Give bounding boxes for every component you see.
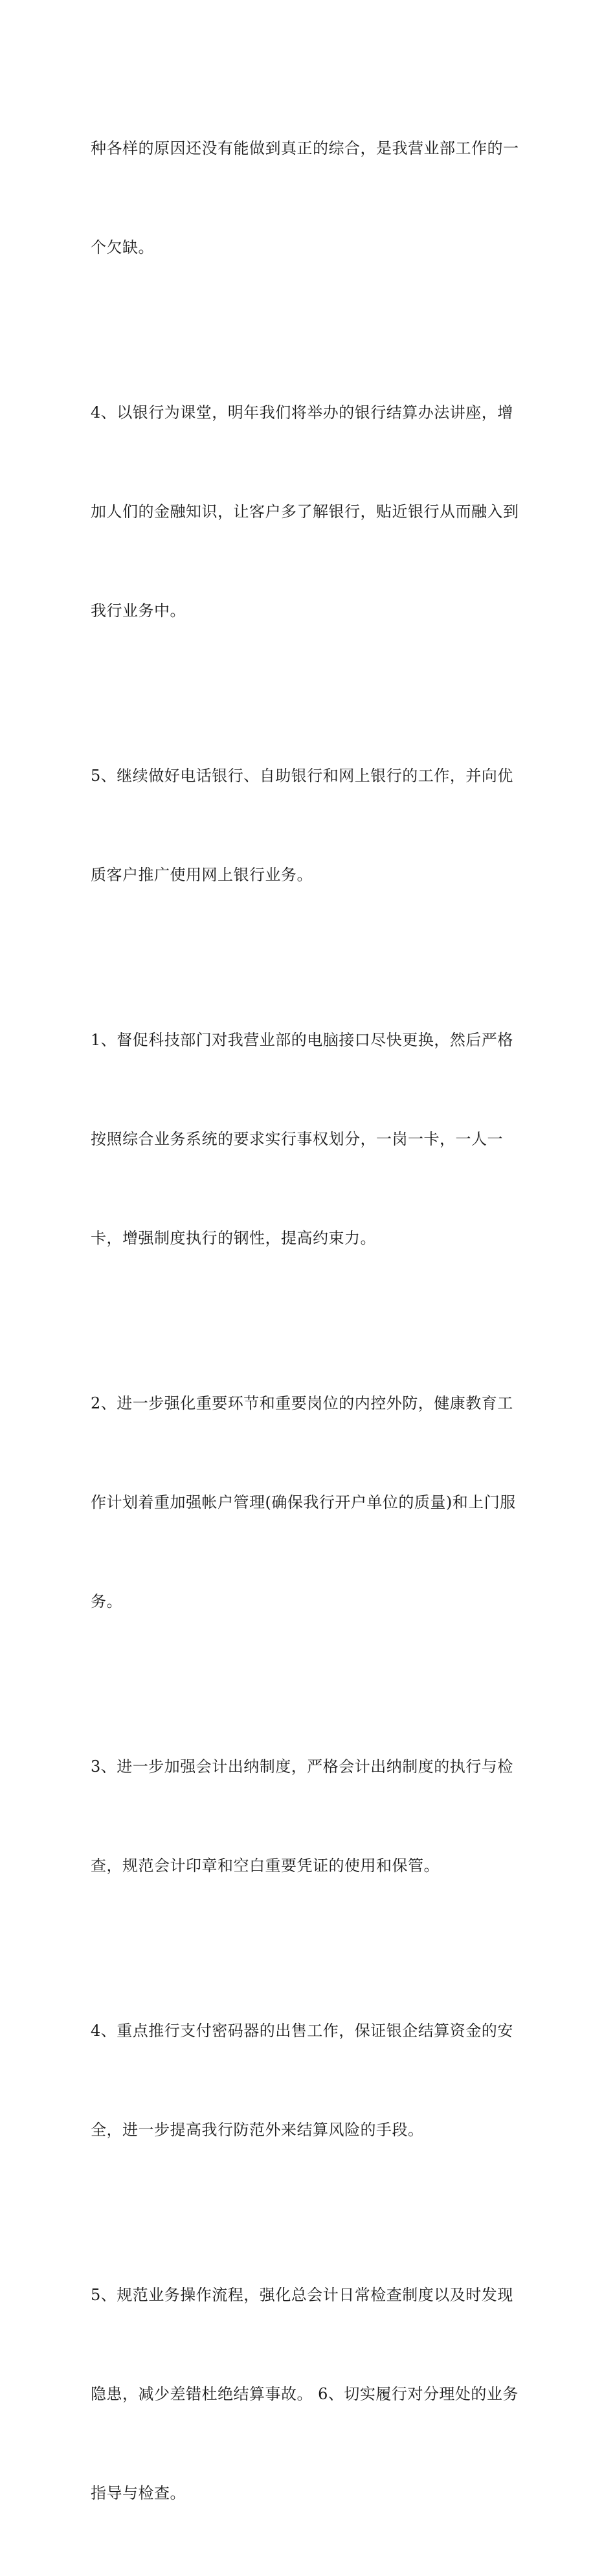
text-line: 指导与检查。 (91, 2484, 186, 2502)
text-line: 种各样的原因还没有能做到真正的综合，是我营业部工作的一 (91, 139, 519, 157)
text-line: 5、继续做好电话银行、自助银行和网上银行的工作，并向优 (91, 767, 513, 785)
text-line: 务。 (91, 1592, 122, 1610)
text-line: 个欠缺。 (91, 238, 154, 256)
text-line: 我行业务中。 (91, 602, 186, 620)
paragraph (91, 330, 531, 694)
text-line: 隐患，减少差错杜绝结算事故。 6、切实履行对分理处的业务 (91, 2385, 519, 2403)
text-line: 全，进一步提高我行防范外来结算风险的手段。 (91, 2121, 424, 2139)
paragraph (91, 1321, 531, 1684)
text-line: 1、督促科技部门对我营业部的电脑接口尽快更换，然后严格 (91, 1031, 513, 1049)
paragraph (91, 1949, 531, 2213)
paragraph (91, 958, 531, 1321)
text-line: 质客户推广使用网上银行业务。 (91, 866, 313, 884)
text-line: 按照综合业务系统的要求实行事权划分，一岗一卡，一人一 (91, 1130, 503, 1148)
paragraph (91, 1684, 531, 1949)
text-line: 4、重点推行支付密码器的出售工作，保证银企结算资金的安 (91, 2022, 513, 2040)
paragraph (91, 66, 531, 330)
text-line: 2、进一步强化重要环节和重要岗位的内控外防，健康教育工 (91, 1394, 513, 1412)
paragraph (91, 2213, 531, 2576)
text-line: 5、规范业务操作流程，强化总会计日常检查制度以及时发现 (91, 2286, 513, 2304)
document-body (91, 66, 531, 2576)
text-line: 查，规范会计印章和空白重要凭证的使用和保管。 (91, 1857, 440, 1875)
paragraph (91, 694, 531, 958)
text-line: 4、以银行为课堂，明年我们将举办的银行结算办法讲座，增 (91, 403, 513, 422)
text-line: 3、进一步加强会计出纳制度，严格会计出纳制度的执行与检 (91, 1757, 513, 1776)
text-line: 作计划着重加强帐户管理(确保我行开户单位的质量)和上门服 (91, 1493, 516, 1511)
text-line: 卡，增强制度执行的钢性，提高约束力。 (91, 1229, 376, 1247)
text-line: 加人们的金融知识，让客户多了解银行，贴近银行从而融入到 (91, 503, 519, 521)
